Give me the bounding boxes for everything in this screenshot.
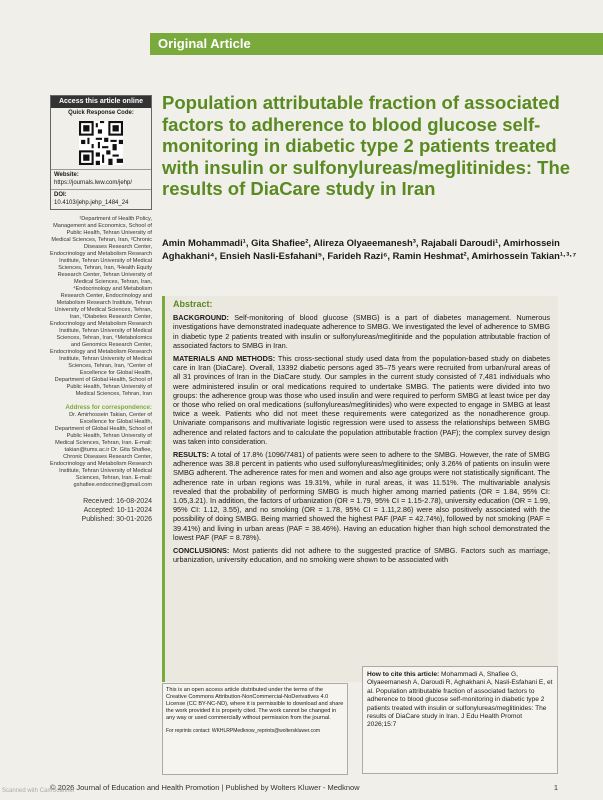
background-text: Self-monitoring of blood glucose (SMBG) is a part of diabetes management. Numerous investigations have demonstrated inadequate adherence to SMBG. We investigated the level of adherence to SMBG in diabetic type 2 patients treated with insulin or sulfonylureas/meglitinide and the population attributable fraction of associated factors to SMBG in Iran. (173, 313, 550, 350)
article-title: Population attributable fraction of associated factors to adherence to blood glucose self-monitoring in diabetic type 2 patients treated with insulin or sulfonylureas/meglitinides: The results of DiaCare study in Iran (162, 92, 571, 199)
qr-label: Quick Response Code: (68, 109, 134, 116)
citation-label: How to cite this article: (367, 671, 440, 678)
access-box (50, 95, 152, 210)
qr-code-icon[interactable] (79, 121, 123, 165)
received-date: Received: 16-08-2024 (83, 497, 152, 505)
page-number: 1 (553, 783, 558, 792)
page-footer (50, 783, 558, 792)
conclusions-text: Most patients did not adhere to the suggested practice of SMBG. Factors such as marriage, urbanization, university education, and no smoking were shown to be associated with (173, 546, 550, 565)
reprints-contact: For reprints contact: WKHLRPMedknow_reprints@wolterskluwer.com (166, 728, 321, 734)
article-type-banner (150, 33, 603, 55)
results-label: RESULTS: (173, 450, 209, 460)
author-list: Amin Mohammadi¹, Gita Shafiee², Alireza Olyaeemanesh³, Rajabali Daroudi¹, Amirhossein Aghakhani⁴, Ensieh Nasli-Esfahani⁵, Farideh Razi⁶, Ramin Heshmat², Amirhossein Takian¹·³·⁷ (162, 237, 577, 261)
abstract-conclusions (173, 546, 550, 564)
website-link[interactable]: https://journals.lww.com/jehp/ (54, 179, 133, 186)
article-dates (50, 497, 152, 524)
footer-copyright: © 2026 Journal of Education and Health Promotion | Published by Wolters Kluwer - Medknow (50, 783, 360, 792)
conclusions-label: CONCLUSIONS: (173, 546, 230, 556)
correspondence-title: Address for correspondence: (65, 404, 152, 411)
background-label: BACKGROUND: (173, 313, 229, 323)
published-date: Published: 30-01-2026 (81, 515, 152, 523)
abstract-heading: Abstract: (173, 299, 213, 309)
access-title: Access this article online (51, 96, 151, 108)
scanner-watermark: Scanned with CamScanner (2, 788, 75, 794)
abstract-methods (173, 354, 550, 446)
website-block (51, 169, 151, 189)
accepted-date: Accepted: 10-11-2024 (83, 506, 152, 514)
methods-text: This cross-sectional study used data from the population-based study on diabetes care in Iran (DiaCare). Overall, 13392 diabetic persons aged 35–75 years were recruited from urban/rural areas of all 31 provinces of Iran in the DiaCare study. Our samples in the current study consisted of 7,481 individuals who were administered insulin or oral medications required to undertake SMBG. The patients were divided into two groups: the adherence group was those who used insulin and were required to perform SMBG at least twice per day or those who relied on oral medications (sulfonylureas/meglitinides) who were expected to engage in SMBG at least twice a week. Patients who did not meet these requirements were categorized as the nonadherence group. Univariate comparisons and multivariate logistic regression were used to assess the relationships between SMBG adherence and related factors and to calculate the population attributable fraction (PAF); the complex survey design was taken into consideration. (173, 354, 550, 446)
citation-text: Mohammadi A, Shafiee G, Olyaeemanesh A, Daroudi R, Aghakhani A, Nasli-Esfahani E, et al. Population attributable fraction of associated factors to adherence to blood glucose self-monitoring in diabetic type 2 patients treated with insulin or sulfonylureas/meglitinides: The results of DiaCare study in Iran. J Edu Health Promot 2026;15:7 (367, 671, 553, 729)
correspondence-address: Dr. Amirhossein Takian, Center of Excellence for Global Health, Department of Global Health, School of Public Health, Tehran University of Medical Sciences, Tehran, Iran. E-mail: takian@tums.ac.ir Dr. Gita Shafiee, Chronic Diseases Research Center, Endocrinology and Metabolism Research Institute, Tehran University of Medical Sciences, Tehran, Iran. E-mail: gshafiee.endocrine@gmail.com (50, 411, 152, 488)
website-label: Website: (54, 172, 79, 178)
left-sidebar (50, 95, 152, 524)
doi-label: DOI: (54, 192, 67, 198)
license-box (162, 683, 348, 775)
abstract-results (173, 450, 550, 542)
methods-label: MATERIALS AND METHODS: (173, 354, 276, 364)
results-text: A total of 17.8% (1096/7481) of patients were seen to adhere to the SMBG. However, the rate of SMBG adherence was 38.8 percent in patients who used sulfonylureas/meglitinides; only 3.26% of patients on insulin were SMBG adherent. The adherence rates for men and women and also age groups were not statistically significant. The adherence rate in urban regions was 19.31%, while in rural areas, it was 11.51%. The multivariable analysis revealed that the probability of performing SMBG is much higher among married patients (OR = 1.84, 95% CI: 1.05,3.21). In addition, the factors of urbanization (OR = 1.79, 95% CI = 1.15-2.78), university education (OR = 1.99, 95% CI: 1.12, 3.55), and no smoking (OR = 1.78, 95% CI = 1.11,2.86) were also positively associated with the possibility of doing SMBG. Being married showed the highest PAF (PAF = 42.74%), followed by not smoking (PAF = 39.41%) and living in urban areas (PAF = 38.46%). Having an education higher than high school demonstrated the lowest PAF (PAF = 8.78%). (173, 450, 551, 542)
doi-value[interactable]: 10.4103/jehp.jehp_1484_24 (54, 199, 129, 206)
abstract-background (173, 313, 550, 350)
abstract (162, 296, 558, 682)
citation-box (362, 666, 558, 774)
license-text: This is an open access article distributed under the terms of the Creative Commons Attribution-NonCommercial-NoDerivatives 4.0 License (CC BY-NC-ND), where it is permissible to download and share the work provided it is properly cited. The work cannot be changed in any way or used commercially without permission from the journal. (166, 687, 344, 721)
doi-block (51, 189, 151, 209)
affiliations: ¹Department of Health Policy, Management and Economics, School of Public Health, Tehran University of Medical Sciences, Tehran, Iran, ²Chronic Diseases Research Center, Endocrinology and Metabolism Research Institute, Tehran University of Medical Sciences, Tehran, Iran, ³Health Equity Research Center, Tehran University of Medical Sciences, Tehran, Iran, ⁴Endocrinology and Metabolism Research Center, Endocrinology and Metabolism Research Institute, Tehran University of Medical Sciences, Tehran, Iran, ⁵Diabetes Research Center, Endocrinology and Metabolism Research Institute, Tehran University of Medical Sciences, Tehran, Iran, ⁶Metabolomics and Genomics Research Center, Endocrinology and Metabolism Research Institute, Tehran University of Medical Sciences, Tehran, Iran, ⁷Center of Excellence for Global Health, Department of Global Health, School of Public Health, Tehran University of Medical Sciences, Tehran, Iran (50, 216, 152, 397)
article-type-label: Original Article (158, 36, 251, 51)
